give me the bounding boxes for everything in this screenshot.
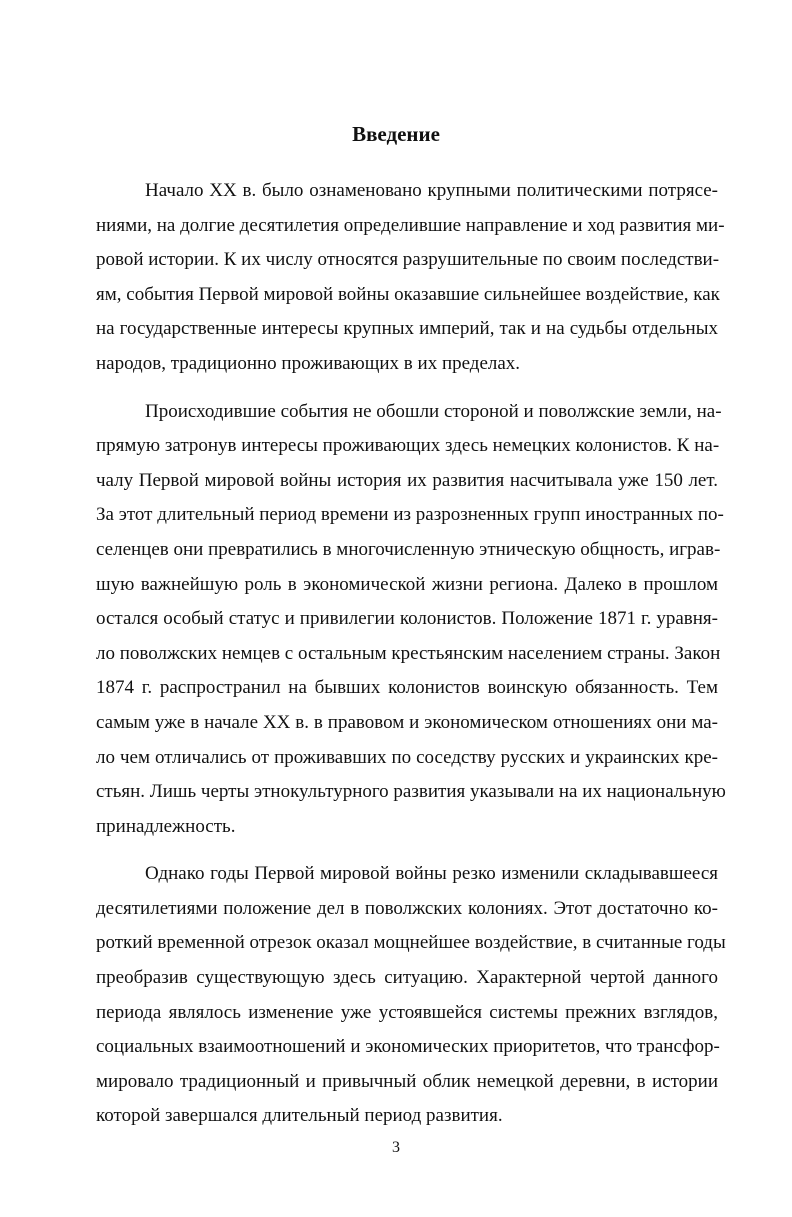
text-line: селенцев они превратились в многочисленную этническую общность, играв- bbox=[96, 538, 721, 560]
paragraph-2 bbox=[96, 395, 726, 845]
document-body bbox=[96, 174, 726, 1134]
text-line: ло чем отличались от проживавших по соседству русских и украинских кре- bbox=[96, 746, 718, 768]
text-line: принадлежность. bbox=[96, 815, 236, 837]
text-line: остался особый статус и привилегии колонистов. Положение 1871 г. уравня- bbox=[96, 608, 718, 630]
text-line: народов, традиционно проживающих в их пределах. bbox=[96, 352, 521, 374]
text-line: чалу Первой мировой войны история их развития насчитывала уже 150 лет. bbox=[96, 469, 718, 491]
paragraph-3 bbox=[96, 857, 726, 1134]
text-line: Начало XX в. было ознаменовано крупными политическими потрясе- bbox=[145, 180, 718, 201]
text-line: 1874 г. распространил на бывших колонистов воинскую обязанность. Тем bbox=[96, 677, 718, 699]
text-line: ям, события Первой мировой войны оказавшие сильнейшее воздействие, как bbox=[96, 283, 720, 305]
text-line: стьян. Лишь черты этнокультурного развития указывали на их национальную bbox=[96, 781, 726, 803]
paragraph-1 bbox=[96, 174, 725, 382]
text-line: Происходившие события не обошли стороной и поволжские земли, на- bbox=[145, 400, 722, 422]
text-line: мировало традиционный и привычный облик немецкой деревни, в истории bbox=[96, 1070, 718, 1092]
text-line: прямую затронув интересы проживающих здесь немецких колонистов. К на- bbox=[96, 435, 720, 457]
text-line: самым уже в начале XX в. в правовом и экономическом отношениях они ма- bbox=[96, 711, 718, 733]
text-line: шую важнейшую роль в экономической жизни региона. Далеко в прошлом bbox=[96, 573, 718, 595]
text-line: преобразив существующую здесь ситуацию. Характерной чертой данного bbox=[96, 967, 718, 989]
text-line: десятилетиями положение дел в поволжских колониях. Этот достаточно ко- bbox=[96, 897, 718, 919]
page-number: 3 bbox=[392, 1139, 400, 1156]
text-line: ниями, на долгие десятилетия определившие направление и ход развития ми- bbox=[96, 214, 725, 236]
text-line: периода являлось изменение уже устоявшейся системы прежних взглядов, bbox=[96, 1001, 718, 1023]
text-line: ло поволжских немцев с остальным крестьянским населением страны. Закон bbox=[96, 642, 721, 664]
text-line: Однако годы Первой мировой войны резко изменили складывавшееся bbox=[145, 863, 718, 885]
page-title: Введение bbox=[352, 122, 440, 146]
text-line: За этот длительный период времени из разрозненных групп иностранных по- bbox=[96, 504, 724, 526]
text-line: ровой истории. К их числу относятся разрушительные по своим последстви- bbox=[96, 249, 720, 271]
text-line: на государственные интересы крупных империй, так и на судьбы отдельных bbox=[96, 318, 718, 340]
text-line: социальных взаимоотношений и экономических приоритетов, что трансфор- bbox=[96, 1036, 720, 1058]
text-line: роткий временной отрезок оказал мощнейшее воздействие, в считанные годы bbox=[96, 932, 726, 954]
text-line: которой завершался длительный период развития. bbox=[96, 1105, 503, 1127]
